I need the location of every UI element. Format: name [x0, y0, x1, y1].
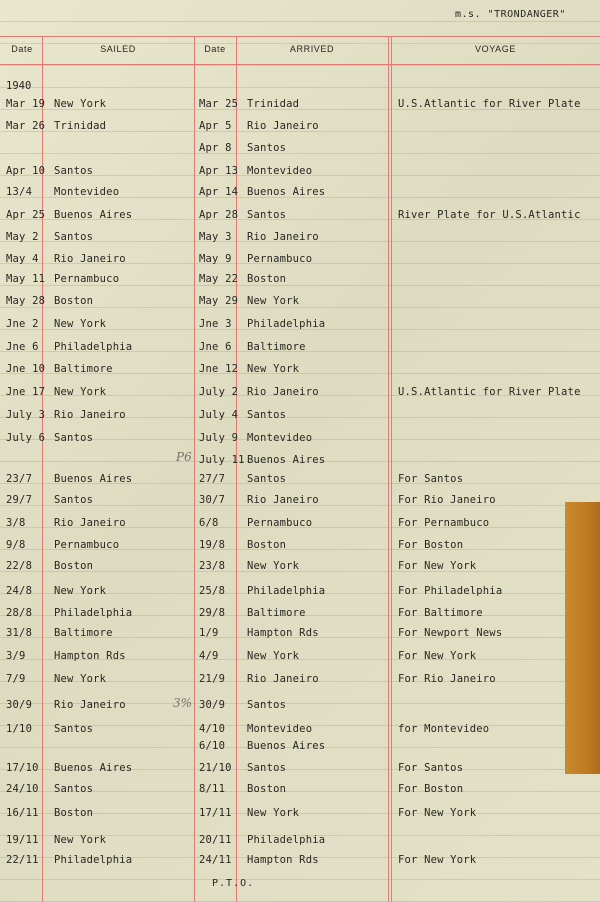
- arrived-port: Buenos Aires: [247, 186, 326, 198]
- arrived-port: Santos: [247, 699, 287, 711]
- sailed-port: Hampton Rds: [54, 650, 126, 662]
- sailed-date: Jne 6: [6, 341, 39, 353]
- arrived-date: 29/8: [199, 607, 226, 619]
- sailed-port: Buenos Aires: [54, 473, 133, 485]
- sailed-date: 16/11: [6, 807, 39, 819]
- arrived-date: 24/11: [199, 854, 232, 866]
- arrived-port: Trinidad: [247, 98, 300, 110]
- arrived-port: Philadelphia: [247, 834, 326, 846]
- voyage-note: For New York: [398, 854, 477, 866]
- ship-name: m.s. "TRONDANGER": [455, 9, 566, 20]
- sailed-date: 30/9: [6, 699, 33, 711]
- arrived-port: Boston: [247, 539, 287, 551]
- voyage-note: for Montevideo: [398, 723, 490, 735]
- arrived-date: Jne 12: [199, 363, 239, 375]
- column-rule: [391, 36, 392, 902]
- sailed-port: Trinidad: [54, 120, 107, 132]
- arrived-port: Hampton Rds: [247, 854, 319, 866]
- arrived-port: Santos: [247, 409, 287, 421]
- sailed-port: Montevideo: [54, 186, 120, 198]
- arrived-port: Rio Janeiro: [247, 673, 319, 685]
- arrived-date: 21/10: [199, 762, 232, 774]
- arrived-date: 25/8: [199, 585, 226, 597]
- arrived-port: New York: [247, 363, 300, 375]
- voyage-note: For Rio Janeiro: [398, 494, 496, 506]
- voyage-note: For Philadelphia: [398, 585, 503, 597]
- sailed-date: 29/7: [6, 494, 33, 506]
- arrived-date: May 3: [199, 231, 232, 243]
- sailed-port: Philadelphia: [54, 341, 133, 353]
- arrived-date: May 9: [199, 253, 232, 265]
- arrived-port: Santos: [247, 209, 287, 221]
- arrived-date: 6/10: [199, 740, 226, 752]
- sailed-port: New York: [54, 673, 107, 685]
- sailed-port: Boston: [54, 807, 94, 819]
- arrived-date: 27/7: [199, 473, 226, 485]
- header-bottom-rule: [0, 64, 600, 65]
- sailed-date: May 11: [6, 273, 46, 285]
- sailed-port: Buenos Aires: [54, 762, 133, 774]
- sailed-date: May 4: [6, 253, 39, 265]
- sailed-date: 17/10: [6, 762, 39, 774]
- sailed-port: Philadelphia: [54, 854, 133, 866]
- sailed-date: May 2: [6, 231, 39, 243]
- sailed-date: Apr 25: [6, 209, 46, 221]
- arrived-date: 17/11: [199, 807, 232, 819]
- sailed-date: 19/11: [6, 834, 39, 846]
- sailed-port: New York: [54, 585, 107, 597]
- sailed-port: Rio Janeiro: [54, 699, 126, 711]
- sailed-port: Pernambuco: [54, 273, 120, 285]
- arrived-port: Pernambuco: [247, 517, 313, 529]
- voyage-note: U.S.Atlantic for River Plate: [398, 386, 581, 398]
- arrived-date: Apr 5: [199, 120, 232, 132]
- arrived-date: May 22: [199, 273, 239, 285]
- sailed-date: 22/8: [6, 560, 33, 572]
- sailed-date: Jne 17: [6, 386, 46, 398]
- arrived-date: July 2: [199, 386, 239, 398]
- voyage-note: For Boston: [398, 539, 464, 551]
- arrived-port: Hampton Rds: [247, 627, 319, 639]
- arrived-date: July 4: [199, 409, 239, 421]
- sailed-port: New York: [54, 318, 107, 330]
- column-rule: [388, 36, 389, 902]
- arrived-date: 19/8: [199, 539, 226, 551]
- sailed-port: Santos: [54, 494, 94, 506]
- header-date-sailed: Date: [11, 44, 33, 54]
- sailed-date: July 6: [6, 432, 46, 444]
- sailed-date: 22/11: [6, 854, 39, 866]
- sailed-date: 7/9: [6, 673, 26, 685]
- arrived-port: New York: [247, 650, 300, 662]
- voyage-note: River Plate for U.S.Atlantic: [398, 209, 581, 221]
- voyage-note: For Santos: [398, 473, 464, 485]
- header-top-rule: [0, 36, 600, 37]
- header-sailed: SAILED: [100, 44, 136, 54]
- sailed-date: 3/8: [6, 517, 26, 529]
- sailed-port: Boston: [54, 295, 94, 307]
- sailed-date: 1/10: [6, 723, 33, 735]
- arrived-date: Apr 14: [199, 186, 239, 198]
- voyage-note: For Baltimore: [398, 607, 483, 619]
- sailed-port: Santos: [54, 165, 94, 177]
- arrived-port: Rio Janeiro: [247, 231, 319, 243]
- header-arrived: ARRIVED: [289, 44, 335, 54]
- arrived-date: May 29: [199, 295, 239, 307]
- sailed-port: Pernambuco: [54, 539, 120, 551]
- sailed-port: Rio Janeiro: [54, 253, 126, 265]
- arrived-date: Apr 28: [199, 209, 239, 221]
- sailed-port: Buenos Aires: [54, 209, 133, 221]
- sailed-date: Mar 19: [6, 98, 46, 110]
- orange-paper-tab: [565, 502, 600, 774]
- sailed-port: Baltimore: [54, 363, 113, 375]
- voyage-note: For Pernambuco: [398, 517, 490, 529]
- arrived-date: Apr 13: [199, 165, 239, 177]
- arrived-date: 6/8: [199, 517, 219, 529]
- arrived-port: Buenos Aires: [247, 454, 326, 466]
- sailed-date: 24/8: [6, 585, 33, 597]
- sailed-port: Santos: [54, 231, 94, 243]
- arrived-date: 8/11: [199, 783, 226, 795]
- arrived-date: Apr 8: [199, 142, 232, 154]
- voyage-note: For Newport News: [398, 627, 503, 639]
- arrived-port: Santos: [247, 762, 287, 774]
- sailed-date: 28/8: [6, 607, 33, 619]
- arrived-port: Boston: [247, 783, 287, 795]
- voyage-note: For Rio Janeiro: [398, 673, 496, 685]
- sailed-date: 23/7: [6, 473, 33, 485]
- arrived-date: Jne 3: [199, 318, 232, 330]
- sailed-port: New York: [54, 834, 107, 846]
- arrived-port: Montevideo: [247, 165, 313, 177]
- handwritten-mark: P6: [176, 450, 192, 464]
- arrived-port: Pernambuco: [247, 253, 313, 265]
- sailed-port: New York: [54, 98, 107, 110]
- arrived-port: Baltimore: [247, 607, 306, 619]
- sailed-port: Rio Janeiro: [54, 517, 126, 529]
- arrived-port: Baltimore: [247, 341, 306, 353]
- page-footer: P.T.O.: [212, 878, 255, 889]
- sailed-date: July 3: [6, 409, 46, 421]
- column-rule: [194, 36, 195, 902]
- arrived-date: 4/9: [199, 650, 219, 662]
- arrived-port: Montevideo: [247, 432, 313, 444]
- arrived-port: Philadelphia: [247, 318, 326, 330]
- sailed-port: New York: [54, 386, 107, 398]
- sailed-date: Jne 2: [6, 318, 39, 330]
- arrived-port: New York: [247, 807, 300, 819]
- arrived-port: Philadelphia: [247, 585, 326, 597]
- sailed-port: Santos: [54, 432, 94, 444]
- sailed-date: 13/4: [6, 186, 33, 198]
- sailed-port: Boston: [54, 560, 94, 572]
- year-label: 1940: [6, 80, 32, 92]
- arrived-port: Santos: [247, 473, 287, 485]
- sailed-port: Santos: [54, 723, 94, 735]
- voyage-note: For New York: [398, 560, 477, 572]
- arrived-date: Mar 25: [199, 98, 239, 110]
- header-voyage: VOYAGE: [475, 44, 516, 54]
- arrived-port: Rio Janeiro: [247, 494, 319, 506]
- voyage-note: For Santos: [398, 762, 464, 774]
- arrived-port: Boston: [247, 273, 287, 285]
- arrived-port: Santos: [247, 142, 287, 154]
- arrived-date: Jne 6: [199, 341, 232, 353]
- arrived-port: Buenos Aires: [247, 740, 326, 752]
- sailed-date: 24/10: [6, 783, 39, 795]
- arrived-port: Rio Janeiro: [247, 120, 319, 132]
- arrived-date: 30/7: [199, 494, 226, 506]
- arrived-date: 20/11: [199, 834, 232, 846]
- sailed-port: Rio Janeiro: [54, 409, 126, 421]
- sailed-port: Baltimore: [54, 627, 113, 639]
- header-date-arrived: Date: [204, 44, 226, 54]
- arrived-date: July 9: [199, 432, 239, 444]
- sailed-date: 3/9: [6, 650, 26, 662]
- arrived-date: 21/9: [199, 673, 226, 685]
- arrived-date: 4/10: [199, 723, 226, 735]
- voyage-note: U.S.Atlantic for River Plate: [398, 98, 581, 110]
- arrived-date: July 11: [199, 454, 245, 466]
- sailed-port: Philadelphia: [54, 607, 133, 619]
- voyage-note: For New York: [398, 807, 477, 819]
- sailed-date: May 28: [6, 295, 46, 307]
- sailed-date: 9/8: [6, 539, 26, 551]
- arrived-date: 23/8: [199, 560, 226, 572]
- sailed-date: Mar 26: [6, 120, 46, 132]
- voyage-note: For Boston: [398, 783, 464, 795]
- arrived-port: New York: [247, 560, 300, 572]
- sailed-date: Apr 10: [6, 165, 46, 177]
- sailed-port: Santos: [54, 783, 94, 795]
- arrived-port: New York: [247, 295, 300, 307]
- arrived-port: Montevideo: [247, 723, 313, 735]
- sailed-date: 31/8: [6, 627, 33, 639]
- arrived-date: 30/9: [199, 699, 226, 711]
- voyage-note: For New York: [398, 650, 477, 662]
- arrived-date: 1/9: [199, 627, 219, 639]
- arrived-port: Rio Janeiro: [247, 386, 319, 398]
- handwritten-mark: 3%: [173, 696, 193, 710]
- sailed-date: Jne 10: [6, 363, 46, 375]
